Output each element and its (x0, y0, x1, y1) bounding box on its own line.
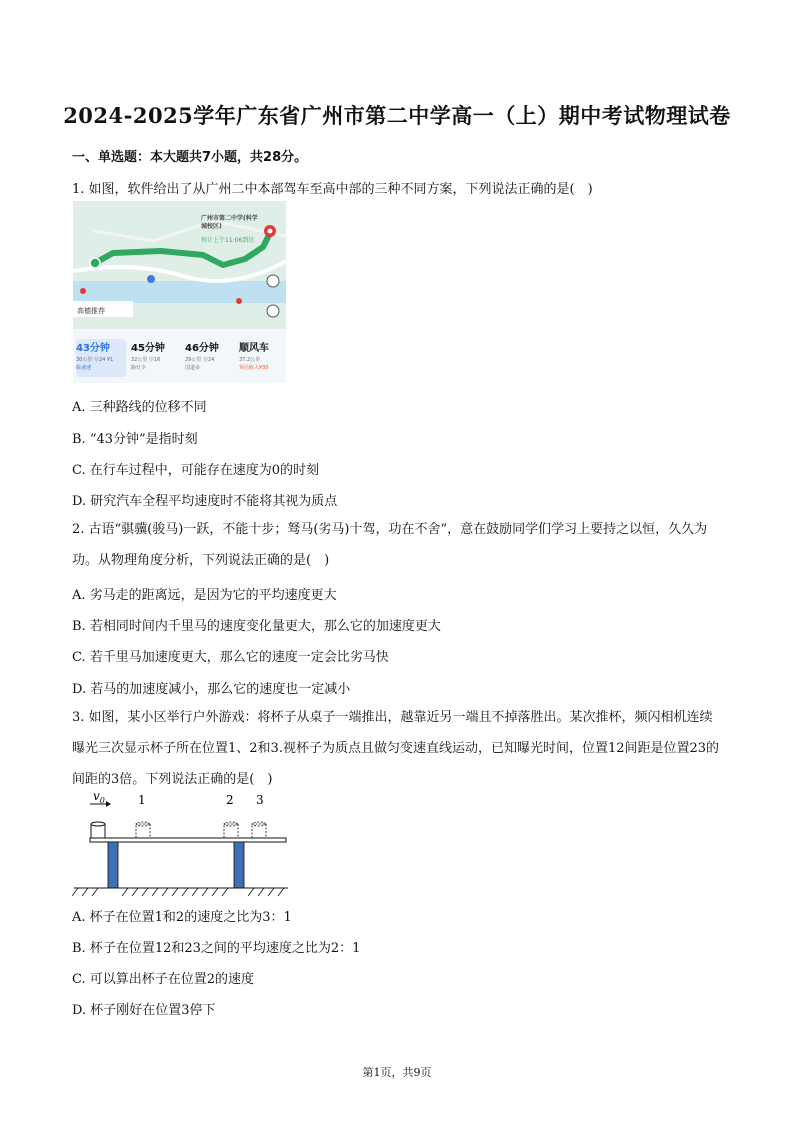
route-mode-dropdown[interactable]: 高德推荐 (77, 307, 105, 315)
question-2-option-a: A. 劣马走的距离远，是因为它的平均速度更大 (72, 588, 337, 603)
question-3-option-c: C. 可以算出杯子在位置2的速度 (72, 972, 255, 987)
question-3-option-d: D. 杯子刚好在位置3停下 (72, 1003, 216, 1018)
cup-motion-figure (72, 788, 290, 900)
route-map-figure (73, 201, 286, 383)
position-3-label: 3 (256, 793, 264, 807)
question-2-option-d: D. 若马的加速度减小，那么它的速度也一定减小 (72, 682, 351, 697)
question-3-stem: 3. 如图，某小区举行户外游戏：将杯子从桌子一端推出，越靠近另一端且不掉落胜出。某次推杯，频闪相机连续曝光三次显示杯子所在位置1、2和3.视杯子为质点且做匀变速直线运动，已知曝光时间，位置12间距是位置23的间距的3倍。下列说法正确的是( ) (72, 710, 720, 787)
position-1-label: 1 (138, 793, 146, 807)
question-2-option-c: C. 若千里马加速度更大，那么它的速度一定会比劣马快 (72, 650, 389, 665)
destination-label: 广州市第二中学(科学城校区) (201, 215, 258, 230)
table-diagram (72, 788, 290, 900)
question-3-option-b: B. 杯子在位置12和23之间的平均速度之比为2：1 (72, 941, 361, 956)
map-area (73, 201, 286, 329)
question-1-option-d: D. 研究汽车全程平均速度时不能将其视为质点 (72, 494, 338, 509)
route-option-1[interactable]: 43分钟 30公里 ⓑ24 ¥1 躲速速 (76, 339, 126, 377)
eta-label: 预计上午11:06到达 (201, 237, 255, 244)
section-heading: 一、单选题：本大题共7小题，共28分。 (72, 150, 308, 165)
question-1-option-c: C. 在行车过程中，可能存在速度为0的时刻 (72, 463, 320, 478)
route-option-3[interactable]: 46分钟 29公里 ⓑ24 国道多 (185, 343, 219, 371)
position-2-label: 2 (226, 793, 234, 807)
route-option-carpool[interactable]: 顺风车 37.2公里 预估收入¥30 (239, 343, 269, 371)
question-1-option-b: B. “43分钟”是指时刻 (72, 432, 198, 447)
route-options-card (73, 329, 286, 383)
question-2-stem: 2. 古语“骐骥(骏马)一跃，不能十步；驽马(劣马)十驾，功在不舍”，意在鼓励同学们学习上要持之以恒，久久为功。从物理角度分析，下列说法正确的是( ) (72, 522, 708, 568)
page-footer: 第1页，共9页 (362, 1066, 432, 1079)
route-option-2[interactable]: 45分钟 32公里 ⓑ16 路灯少 (131, 343, 165, 371)
v0-label: $v_0$ (93, 789, 105, 805)
question-1-stem: 1. 如图，软件给出了从广州二中本部驾车至高中部的三种不同方案，下列说法正确的是( ) (72, 182, 593, 197)
question-3-option-a: A. 杯子在位置1和2的速度之比为3：1 (72, 910, 292, 925)
question-1-option-a: A. 三种路线的位移不同 (72, 400, 207, 415)
page-title: 2024-2025学年广东省广州市第二中学高一（上）期中考试物理试卷 (63, 103, 731, 128)
question-2-option-b: B. 若相同时间内千里马的速度变化量更大，那么它的加速度更大 (72, 619, 441, 634)
